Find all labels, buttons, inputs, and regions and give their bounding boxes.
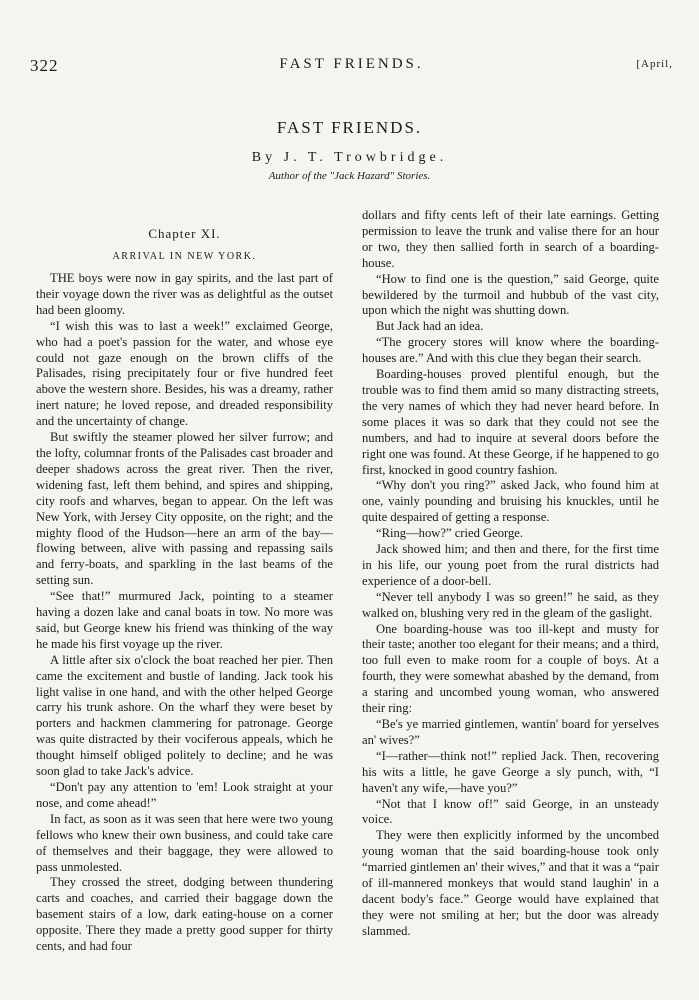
paragraph: In fact, as soon as it was seen that here were two young fellows who knew their own business, and could take care of themselves and their baggage, they were allowed to pass unmolested. <box>36 811 333 874</box>
paragraph: They were then explicitly informed by the uncombed young woman that the said boarding-house took only “married gintlemen an' their wives,” and that it was a “pair of ill-mannered monkeys that would stand laughin' in a dacent body's face.” George would have explained that they were not smiling at her; but the door was already slammed. <box>362 828 659 938</box>
paragraph: “The grocery stores will know where the boarding-houses are.” And with this clue they began their search. <box>362 335 659 366</box>
paragraph: “I wish this was to last a week!” exclaimed George, who had a poet's passion for the water, and whose eye could not gaze enough on the brown cliffs of the Palisades, rising precipitately four or five hundred feet above the western shore. Besides, his was a dreamy, rather inert nature; he loved repose, and dreaded responsibility and the uncertainty of change. <box>36 318 333 429</box>
paragraph: “Never tell anybody I was so green!” he said, as they walked on, blushing very red in the gleam of the gaslight. <box>362 589 659 620</box>
paragraph: Jack showed him; and then and there, for the first time in his life, our young poet from the rural districts had experience of a door-bell. <box>362 542 659 588</box>
paragraph: “Be's ye married gintlemen, wantin' board for yerselves an' wives?” <box>362 717 659 747</box>
paragraph: “Not that I know of!” said George, in an unsteady voice. <box>362 796 659 827</box>
paragraph: A little after six o'clock the boat reached her pier. Then came the excitement and bustle of landing. Jack took his light valise in one hand, and with the other helped George carry his trunk ashore. On the wharf they were beset by porters and hackmen clammering for patronage. George was quite distracted by their vociferous appeals, which he thought himself obliged politely to decline; and he was soon glad to take Jack's advice. <box>36 652 333 779</box>
article-title: FAST FRIENDS. <box>276 118 423 137</box>
paragraph: “How to find one is the question,” said George, quite bewildered by the turmoil and hubbub of the vast city, upon which the night was shutting down. <box>362 271 659 318</box>
paragraph: But swiftly the steamer plowed her silver furrow; and the lofty, columnar fronts of the Palisades cast broader and deeper shadows across the great river. Then the river, widening fast, left them behind, and spires and shipping, city roofs and wharves, began to appear. On the left was New York, with Jersey City opposite, on the right; and the mighty flood of the Hudson—here an arm of the bay—flowing between, alive with passing and repassing sails and ferry-boats, and sparkling in the last beams of the setting sun. <box>36 430 333 588</box>
right-column <box>362 208 659 940</box>
chapter-subtitle: ARRIVAL IN NEW YORK. <box>112 251 257 262</box>
paragraph: But Jack had an idea. <box>376 319 484 334</box>
paragraph: “Why don't you ring?” asked Jack, who found him at one, vainly pounding and bruising his knuckles, until he quite despaired of getting a response. <box>362 478 659 525</box>
author-note: Author of the "Jack Hazard" Stories. <box>268 170 431 182</box>
paragraph: One boarding-house was too ill-kept and musty for their taste; another too elegant for their means; and a third, too full even to make room for a couple of boys. At a fourth, they were somewhat abashed by the demand, from a staring and uncombed young woman, who answered their ring: <box>362 621 659 716</box>
paragraph: THE boys were now in gay spirits, and the last part of their voyage down the river was as delightful as the outset had been gloomy. <box>36 271 333 317</box>
paragraph: “I—rather—think not!” replied Jack. Then, recovering his wits a little, he gave George a sly punch, with, “I haven't any wife,—have you?” <box>362 748 659 795</box>
paragraph: “See that!” murmured Jack, pointing to a steamer having a dozen lake and canal boats in tow. No more was said, but George knew his friend was thinking of the way he made his first voyage up the river. <box>36 589 333 651</box>
running-head-month: [April, <box>636 58 673 70</box>
paragraph: “Don't pay any attention to 'em! Look straight at your nose, and come ahead!” <box>36 780 333 810</box>
running-head <box>30 56 673 78</box>
paragraph: They crossed the street, dodging between thundering carts and coaches, and carried their baggage down the basement stairs of a low, dark eating-house on a corner opposite. There they made a pretty good supper for thirty cents, and had four <box>36 875 333 954</box>
paragraph: Boarding-houses proved plentiful enough, but the trouble was to find them amid so many distracting streets, the very names of which they had never heard before. In some places it was so dark that they could not see the numbers, and had to inquire at several doors before the right one was found. At these George, if he happened to go first, knocked in good country fashion. <box>362 367 659 477</box>
page-number: 322 <box>30 56 59 75</box>
running-head-title: FAST FRIENDS. <box>279 56 424 72</box>
left-column <box>36 209 333 955</box>
byline: By J. T. Trowbridge. <box>251 150 448 165</box>
paragraph-continued: dollars and fifty cents left of their late earnings. Getting permission to leave the trunk and valise there for an hour or two, they then sallied forth in search of a boarding-house. <box>362 208 659 270</box>
chapter-title: Chapter XI. <box>148 226 221 241</box>
paragraph: “Ring—how?” cried George. <box>376 526 523 541</box>
